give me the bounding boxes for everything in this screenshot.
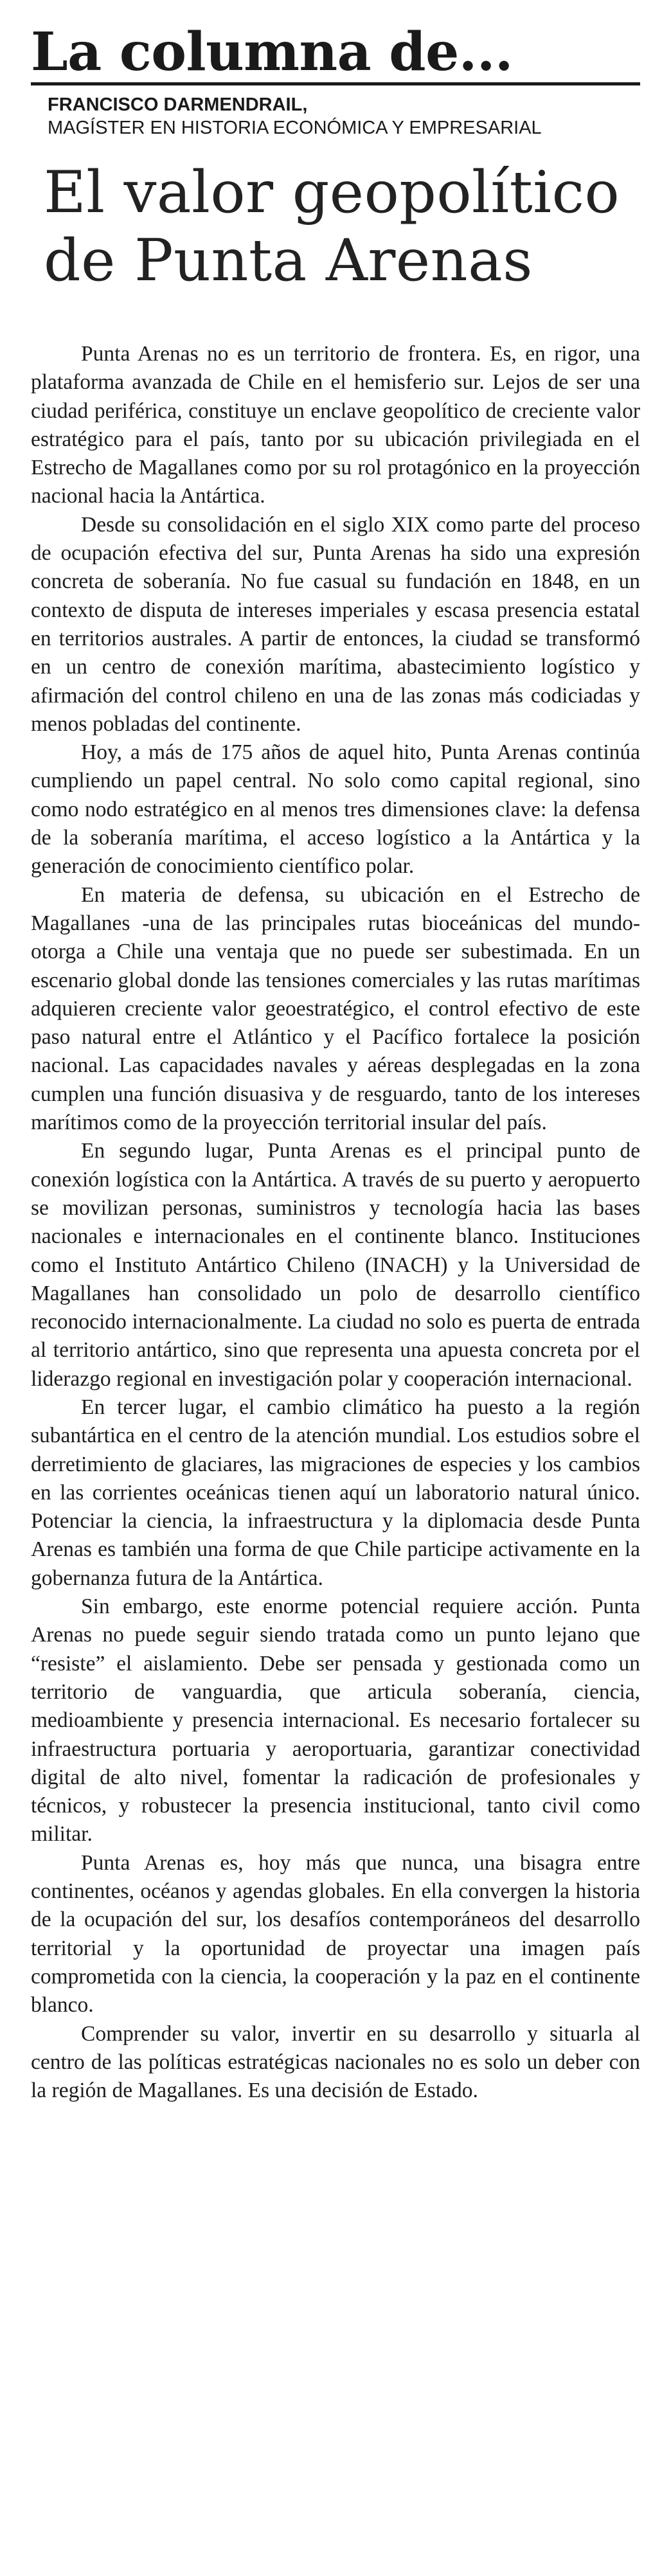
author-byline <box>48 93 640 139</box>
headline-line-2: de Punta Arenas <box>44 227 533 294</box>
article-paragraph-1: Punta Arenas no es un territorio de frontera. Es, en rigor, una plataforma avanzada de Chile en el hemisferio sur. Lejos de ser una ciudad periférica, constituye un enclave geopolítico de creciente valor estratégico para el país, tanto por su ubicación privilegiada en el Estrecho de Magallanes como por su rol protagónico en la proyección nacional hacia la Antártica. <box>31 342 640 508</box>
article-body <box>31 340 640 2105</box>
article-paragraph-8: Punta Arenas es, hoy más que nunca, una bisagra entre continentes, océanos y agendas globales. En ella convergen la historia de la ocupación del sur, los desafíos contemporáneos del desarrollo territorial y la oportunidad de proyectar una imagen país comprometida con la ciencia, la cooperación y la paz en el continente blanco. <box>31 1850 640 2017</box>
article-paragraph-4: En materia de defensa, su ubicación en el Estrecho de Magallanes -una de las principales rutas bioceánicas del mundo- otorga a Chile una ventaja que no puede ser subestimada. En un escenario global donde las tensiones comerciales y las rutas marítimas adquieren creciente valor geoestratégico, el control efectivo de este paso natural entre el Atlántico y el Pacífico fortalece la posición nacional. Las capacidades navales y aéreas desplegadas en la zona cumplen una función disuasiva y de resguardo, tanto de los intereses marítimos como de la proyección territorial insular del país. <box>31 882 640 1135</box>
column-title: La columna de... <box>31 26 640 85</box>
article-paragraph-9: Comprender su valor, invertir en su desarrollo y situarla al centro de las políticas estratégicas nacionales no es solo un deber con la región de Magallanes. Es una decisión de Estado. <box>31 2021 640 2103</box>
article-headline <box>44 159 640 295</box>
article-paragraph-7: Sin embargo, este enorme potencial requiere acción. Punta Arenas no puede seguir siendo tratada como un punto lejano que “resiste” el aislamiento. Debe ser pensada y gestionada como un territorio de vanguardia, que articula soberanía, ciencia, medioambiente y presencia internacional. Es necesario fortalecer su infraestructura portuaria y aeroportuaria, garantizar conectividad digital de alto nivel, fomentar la radicación de profesionales y técnicos, y robustecer la presencia institucional, tanto civil como militar. <box>31 1595 640 1847</box>
article-paragraph-2: Desde su consolidación en el siglo XIX como parte del proceso de ocupación efectiva del sur, Punta Arenas ha sido una expresión concreta de soberanía. No fue casual su fundación en 1848, en un contexto de disputa de intereses imperiales y escasa presencia estatal en territorios australes. A partir de entonces, la ciudad se transformó en un centro de conexión marítima, abastecimiento logístico y afirmación del control chileno en una de las zonas más codiciadas y menos pobladas del continente. <box>31 512 640 736</box>
article-paragraph-3: Hoy, a más de 175 años de aquel hito, Punta Arenas continúa cumpliendo un papel central. No solo como capital regional, sino como nodo estratégico en al menos tres dimensiones clave: la defensa de la soberanía marítima, el acceso logístico a la Antártica y la generación de conocimiento científico polar. <box>31 740 640 879</box>
author-name: FRANCISCO DARMENDRAIL, <box>48 94 308 115</box>
newspaper-column <box>31 21 640 2105</box>
author-role: MAGÍSTER EN HISTORIA ECONÓMICA Y EMPRESARIAL <box>48 118 542 138</box>
headline-line-1: El valor geopolítico <box>44 159 620 226</box>
article-paragraph-6: En tercer lugar, el cambio climático ha puesto a la región subantártica en el centro de la atención mundial. Los estudios sobre el derretimiento de glaciares, las migraciones de especies y los cambios en las corrientes oceánicas tienen aquí un laboratorio natural único. Potenciar la ciencia, la infraestructura y la diplomacia desde Punta Arenas es también una forma de que Chile participe activamente en la gobernanza futura de la Antártica. <box>31 1395 640 1590</box>
article-paragraph-5: En segundo lugar, Punta Arenas es el principal punto de conexión logística con la Antártica. A través de su puerto y aeropuerto se movilizan personas, suministros y tecnología hacia las bases nacionales e internacionales en el continente blanco. Instituciones como el Instituto Antártico Chileno (INACH) y la Universidad de Magallanes han consolidado un polo de desarrollo científico reconocido internacionalmente. La ciudad no solo es puerta de entrada al territorio antártico, sino que representa una apuesta concreta por el liderazgo regional en investigación polar y cooperación internacional. <box>31 1139 640 1391</box>
